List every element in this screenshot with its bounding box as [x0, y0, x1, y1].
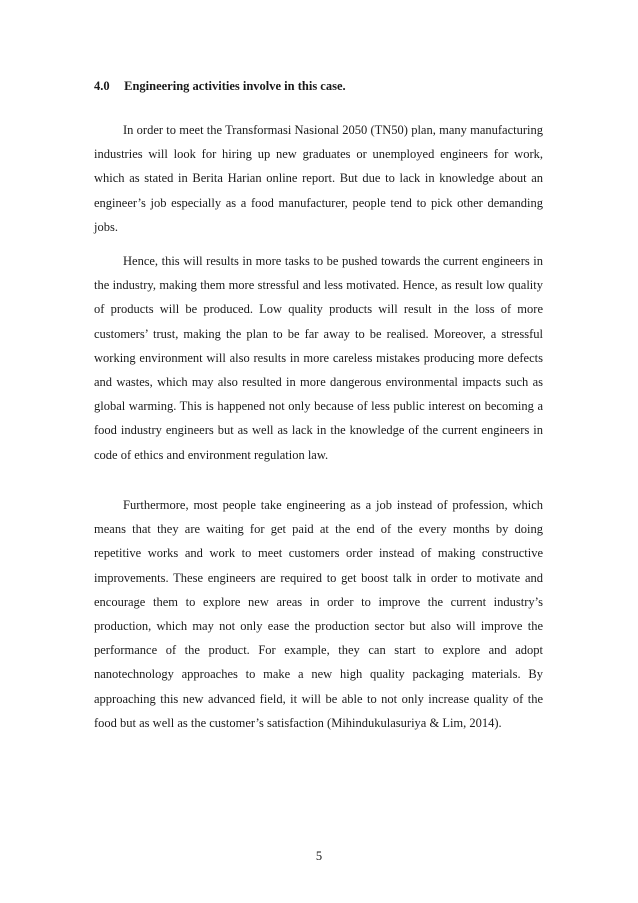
section-number: 4.0 [94, 79, 110, 93]
section-title: Engineering activities involve in this case. [124, 79, 346, 93]
page-number: 5 [315, 849, 323, 863]
body-paragraph-2: Hence, this will results in more tasks to be pushed towards the current engineers in the industry, making them more stressful and less motivated. Hence, as result low quality of products will be produced. Low quality products will result in the loss of more customers’ trust, making the plan to be far away to be realised. Moreover, a stressful working environment will also results in more careless mistakes producing more defects and wastes, which may also resulted in more dangerous environmental impacts such as global warming. This is happened not only because of less public interest on becoming a food industry engineers but as well as lack in the knowledge of the current engineers in code of ethics and environment regulation law. [94, 254, 543, 462]
body-paragraph-1: In order to meet the Transformasi Nasional 2050 (TN50) plan, many manufacturing industries will look for hiring up new graduates or unemployed engineers for work, which as stated in Berita Harian online report. But due to lack in knowledge about an engineer’s job especially as a food manufacturer, people tend to pick other demanding jobs. [94, 123, 543, 234]
section-heading [94, 77, 554, 95]
body-paragraph-3: Furthermore, most people take engineering as a job instead of profession, which means that they are waiting for get paid at the end of the every months by doing repetitive works and work to meet customers order instead of making constructive improvements. These engineers are required to get boost talk in order to motivate and encourage them to explore new areas in order to improve the current industry’s production, which may not only ease the production sector but also will improve the performance of the product. For example, they can start to explore and adopt nanotechnology approaches to make a new high quality packaging materials. By approaching this new advanced field, it will be able to not only increase quality of the food but as well as the customer’s satisfaction (Mihindukulasuriya & Lim, 2014). [94, 498, 543, 730]
